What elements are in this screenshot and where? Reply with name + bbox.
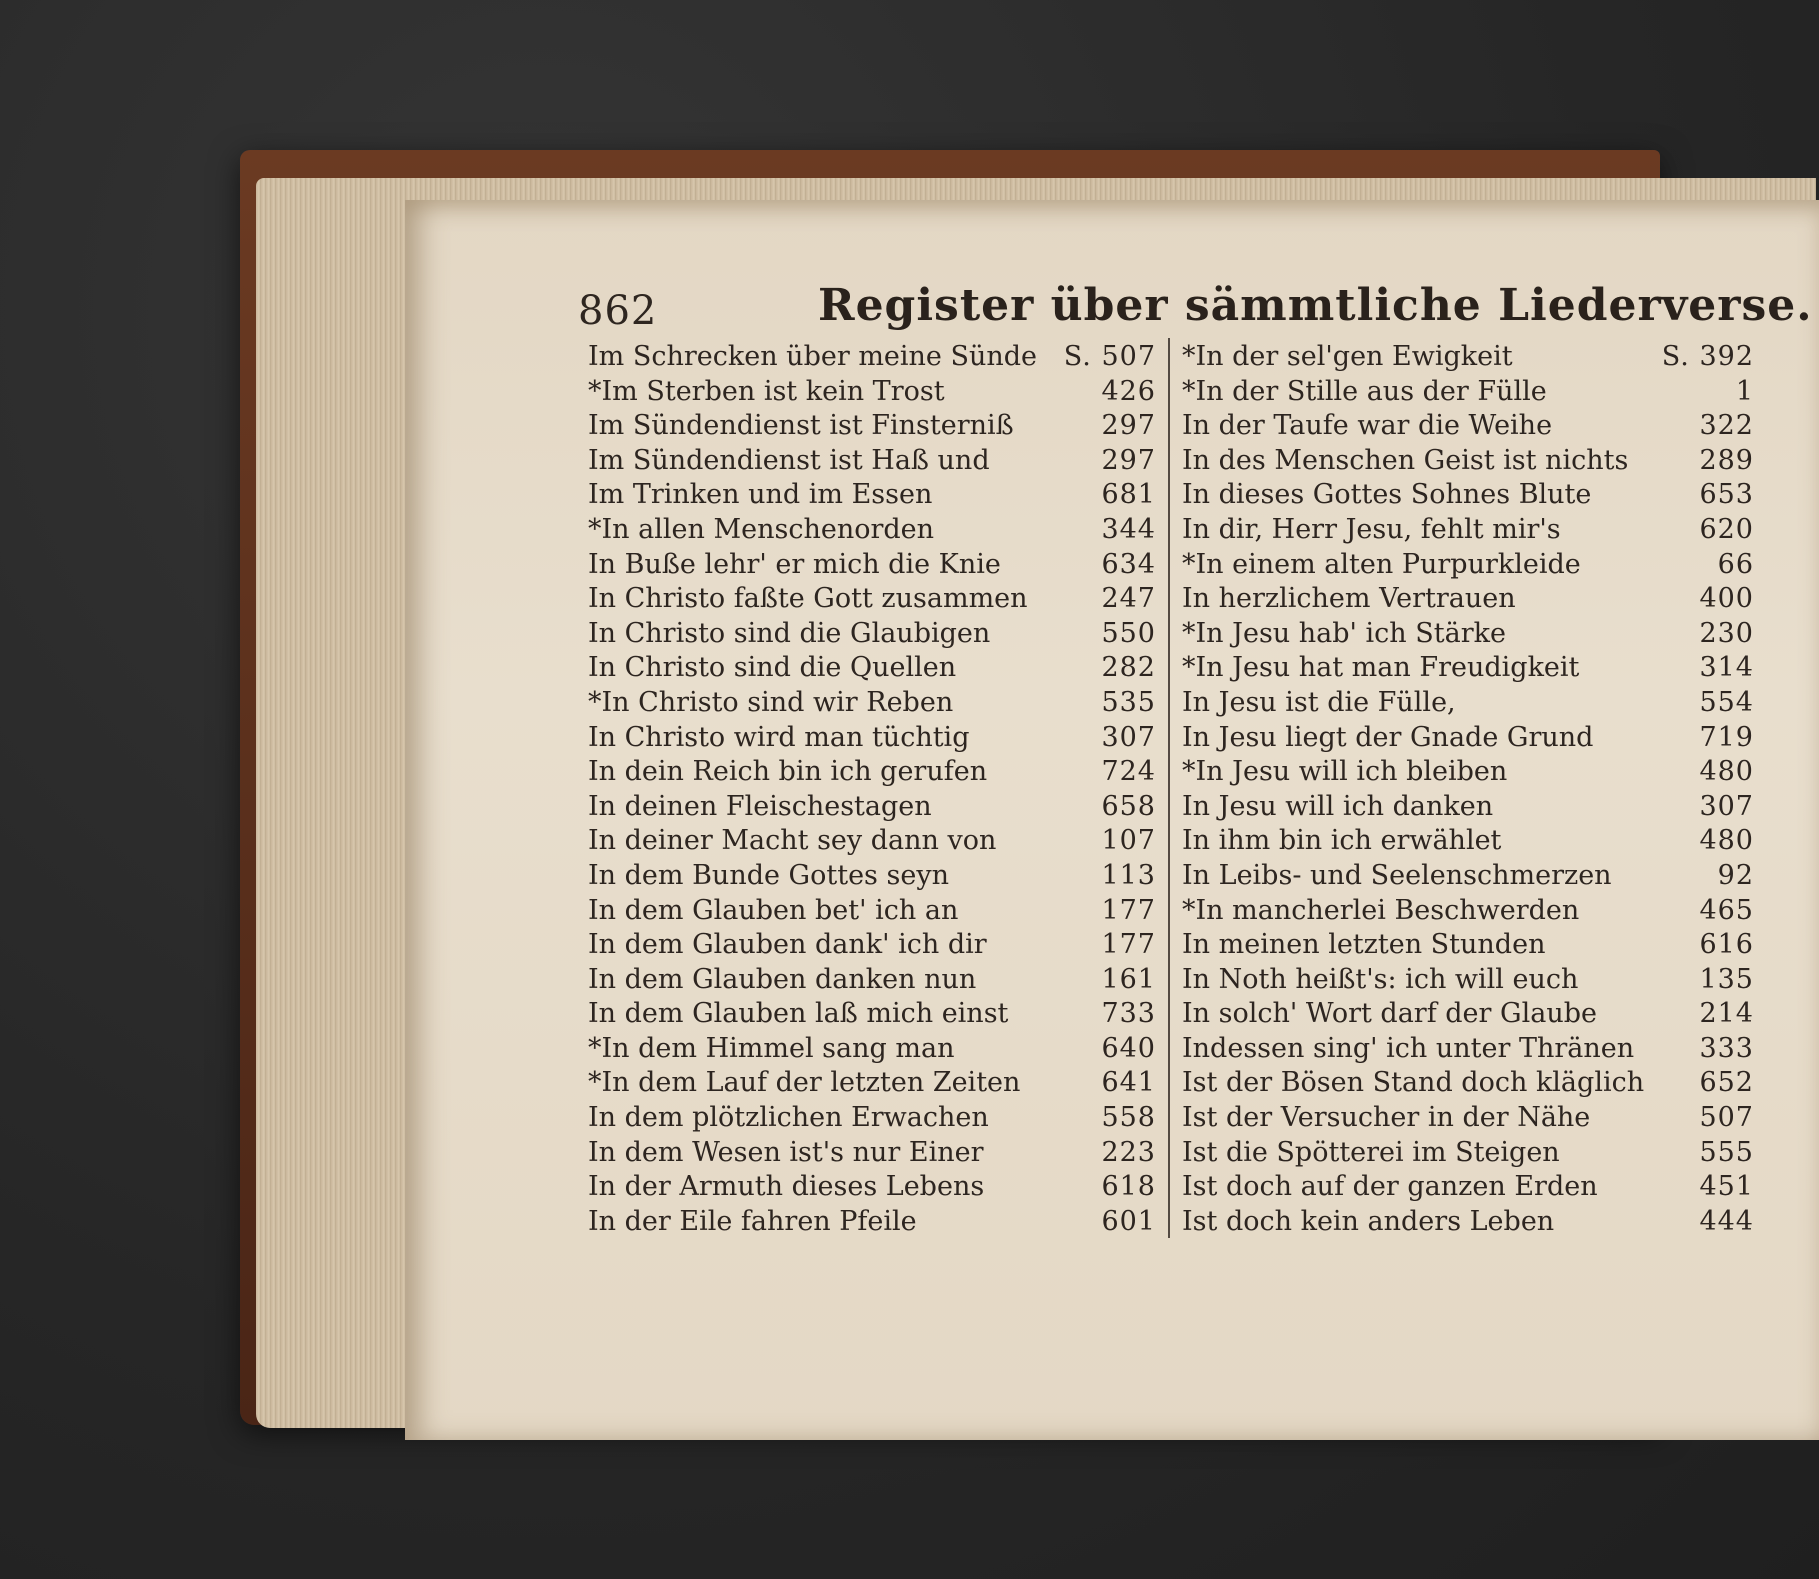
entry-page-number: 297 (1101, 410, 1156, 442)
entry-page-number: 1 (1735, 375, 1754, 407)
index-entry (1182, 1032, 1754, 1067)
entry-page-number: 555 (1699, 1136, 1754, 1168)
index-entry (1182, 1066, 1754, 1101)
entry-page-number: 322 (1699, 410, 1754, 442)
entry-page-number: 107 (1101, 825, 1156, 857)
entry-text: *In mancherlei Beschwerden (1182, 894, 1580, 926)
entry-page-number: 558 (1101, 1102, 1156, 1134)
entry-text: In dein Reich bin ich gerufen (588, 756, 988, 788)
entry-text: In Jesu liegt der Gnade Grund (1182, 721, 1594, 753)
entry-text: In Noth heißt's: ich will euch (1182, 963, 1579, 995)
entry-page-number: 550 (1101, 617, 1156, 649)
index-entry (588, 790, 1156, 825)
entry-text: Im Sündendienst ist Haß und (588, 444, 990, 476)
entry-text: In der Armuth dieses Lebens (588, 1171, 985, 1203)
index-entry (588, 1205, 1156, 1240)
index-entry (1182, 894, 1754, 929)
entry-text: In Christo sind die Quellen (588, 652, 957, 684)
index-entry (1182, 548, 1754, 583)
entry-page-number: 444 (1699, 1205, 1754, 1237)
entry-page-number: 480 (1699, 756, 1754, 788)
entry-text: In deinen Fleischestagen (588, 790, 932, 822)
index-entry (1182, 340, 1754, 375)
entry-text: *In Jesu hab' ich Stärke (1182, 617, 1506, 649)
entry-page-number: 307 (1699, 790, 1754, 822)
entry-text: Ist doch kein anders Leben (1182, 1205, 1555, 1237)
entry-page-number: 297 (1101, 444, 1156, 476)
index-entry (1182, 617, 1754, 652)
index-entry (588, 375, 1156, 410)
entry-page-number: 507 (1699, 1102, 1754, 1134)
entry-text: In Christo wird man tüchtig (588, 721, 970, 753)
entry-page-number: 733 (1101, 998, 1156, 1030)
entry-text: In dem Bunde Gottes seyn (588, 859, 949, 891)
entry-text: In Christo faßte Gott zusammen (588, 583, 1028, 615)
index-entry (588, 1136, 1156, 1171)
index-entry (588, 894, 1156, 929)
index-entry (588, 409, 1156, 444)
entry-text: *In einem alten Purpurkleide (1182, 548, 1581, 580)
entry-text: Ist der Bösen Stand doch kläglich (1182, 1067, 1645, 1099)
index-entry (1182, 409, 1754, 444)
entry-page-number: 223 (1101, 1136, 1156, 1168)
index-entry (1182, 651, 1754, 686)
entry-text: Ist doch auf der ganzen Erden (1182, 1171, 1598, 1203)
index-entry (1182, 824, 1754, 859)
entry-text: In des Menschen Geist ist nichts (1182, 444, 1629, 476)
entry-text: *Im Sterben ist kein Trost (588, 375, 945, 407)
index-entry (1182, 997, 1754, 1032)
index-entry (588, 1066, 1156, 1101)
entry-page-number: 177 (1101, 894, 1156, 926)
entry-text: In dem Glauben danken nun (588, 963, 977, 995)
entry-page-number: 426 (1101, 375, 1156, 407)
index-entry (1182, 1101, 1754, 1136)
entry-text: In dem Glauben dank' ich dir (588, 929, 987, 961)
index-column-right (1182, 340, 1754, 1239)
entry-text: *In allen Menschenorden (588, 513, 935, 545)
entry-page-number: 92 (1717, 859, 1754, 891)
entry-page-number: 620 (1699, 513, 1754, 545)
index-entry (1182, 375, 1754, 410)
entry-page-number: 230 (1699, 617, 1754, 649)
index-entry (1182, 686, 1754, 721)
entry-page-number: 344 (1101, 513, 1156, 545)
index-entry (588, 340, 1156, 375)
page-number: 862 (578, 288, 658, 334)
index-entry (588, 548, 1156, 583)
index-entry (588, 1101, 1156, 1136)
index-entry (588, 444, 1156, 479)
entry-text: In solch' Wort darf der Glaube (1182, 998, 1597, 1030)
entry-page-number: 535 (1101, 686, 1156, 718)
entry-page-number: 554 (1699, 686, 1754, 718)
entry-page-number: 724 (1101, 756, 1156, 788)
entry-page-number: S. 507 (1063, 341, 1156, 372)
index-column-left (588, 340, 1156, 1239)
entry-text: Im Schrecken über meine Sünde (588, 341, 1038, 372)
entry-text: Im Sündendienst ist Finsterniß (588, 410, 1014, 442)
entry-text: In dem Glauben laß mich einst (588, 998, 1009, 1030)
entry-text: In ihm bin ich erwählet (1182, 825, 1502, 857)
entry-page-number: 616 (1699, 929, 1754, 961)
entry-text: *In Jesu hat man Freudigkeit (1182, 652, 1580, 684)
entry-page-number: S. 392 (1661, 341, 1754, 372)
index-entry (1182, 1170, 1754, 1205)
index-entry (588, 859, 1156, 894)
entry-page-number: 618 (1101, 1171, 1156, 1203)
entry-page-number: 719 (1699, 721, 1754, 753)
index-entry (588, 651, 1156, 686)
index-entry (1182, 582, 1754, 617)
page-title: Register über sämmtliche Liederverse. (818, 280, 1813, 331)
index-entry (588, 617, 1156, 652)
entry-text: In dem Glauben bet' ich an (588, 894, 959, 926)
index-entry (588, 1170, 1156, 1205)
entry-page-number: 113 (1101, 859, 1156, 891)
index-entry (588, 963, 1156, 998)
column-divider (1168, 338, 1170, 1238)
entry-text: In meinen letzten Stunden (1182, 929, 1546, 961)
entry-text: In Jesu will ich danken (1182, 790, 1494, 822)
index-entry (588, 721, 1156, 756)
entry-text: In dem Wesen ist's nur Einer (588, 1136, 984, 1168)
entry-page-number: 314 (1699, 652, 1754, 684)
index-entry (1182, 963, 1754, 998)
index-entry (1182, 859, 1754, 894)
entry-text: Im Trinken und im Essen (588, 479, 933, 511)
entry-page-number: 640 (1101, 1032, 1156, 1064)
index-entry (1182, 513, 1754, 548)
entry-text: *In der Stille aus der Fülle (1182, 375, 1547, 407)
entry-page-number: 465 (1699, 894, 1754, 926)
entry-page-number: 282 (1101, 652, 1156, 684)
entry-page-number: 681 (1101, 479, 1156, 511)
entry-text: Indessen sing' ich unter Thränen (1182, 1032, 1635, 1064)
entry-page-number: 214 (1699, 998, 1754, 1030)
entry-page-number: 641 (1101, 1067, 1156, 1099)
index-entry (1182, 928, 1754, 963)
entry-page-number: 601 (1101, 1205, 1156, 1237)
index-entry (588, 928, 1156, 963)
entry-page-number: 653 (1699, 479, 1754, 511)
entry-text: *In Jesu will ich bleiben (1182, 756, 1508, 788)
entry-text: In Leibs- und Seelenschmerzen (1182, 859, 1612, 891)
entry-text: In dieses Gottes Sohnes Blute (1182, 479, 1592, 511)
entry-text: Ist die Spötterei im Steigen (1182, 1136, 1560, 1168)
entry-text: In Jesu ist die Fülle, (1182, 686, 1456, 718)
index-entry (1182, 478, 1754, 513)
entry-text: In der Taufe war die Weihe (1182, 410, 1553, 442)
entry-text: *In der sel'gen Ewigkeit (1182, 341, 1513, 372)
index-entry (1182, 721, 1754, 756)
entry-page-number: 307 (1101, 721, 1156, 753)
index-entry (588, 686, 1156, 721)
entry-page-number: 289 (1699, 444, 1754, 476)
index-entry (588, 997, 1156, 1032)
entry-text: *In dem Himmel sang man (588, 1032, 955, 1064)
entry-page-number: 161 (1101, 963, 1156, 995)
index-entry (1182, 1205, 1754, 1240)
entry-page-number: 451 (1699, 1171, 1754, 1203)
entry-text: In deiner Macht sey dann von (588, 825, 997, 857)
entry-text: In der Eile fahren Pfeile (588, 1205, 917, 1237)
index-entry (1182, 790, 1754, 825)
entry-page-number: 480 (1699, 825, 1754, 857)
entry-page-number: 135 (1699, 963, 1754, 995)
entry-text: In dem plötzlichen Erwachen (588, 1102, 989, 1134)
index-entry (1182, 1136, 1754, 1171)
entry-page-number: 652 (1699, 1067, 1754, 1099)
index-entry (588, 755, 1156, 790)
index-entry (1182, 444, 1754, 479)
index-entry (588, 1032, 1156, 1067)
entry-text: In Christo sind die Glaubigen (588, 617, 991, 649)
entry-page-number: 247 (1101, 583, 1156, 615)
entry-page-number: 658 (1101, 790, 1156, 822)
entry-page-number: 66 (1717, 548, 1754, 580)
entry-text: *In dem Lauf der letzten Zeiten (588, 1067, 1021, 1099)
index-entry (588, 478, 1156, 513)
entry-text: In dir, Herr Jesu, fehlt mir's (1182, 513, 1561, 545)
entry-text: *In Christo sind wir Reben (588, 686, 954, 718)
index-entry (1182, 755, 1754, 790)
entry-page-number: 634 (1101, 548, 1156, 580)
index-entry (588, 824, 1156, 859)
entry-text: In Buße lehr' er mich die Knie (588, 548, 1001, 580)
entry-page-number: 177 (1101, 929, 1156, 961)
entry-page-number: 400 (1699, 583, 1754, 615)
entry-text: In herzlichem Vertrauen (1182, 583, 1516, 615)
entry-page-number: 333 (1699, 1032, 1754, 1064)
index-entry (588, 582, 1156, 617)
index-entry (588, 513, 1156, 548)
entry-text: Ist der Versucher in der Nähe (1182, 1102, 1591, 1134)
